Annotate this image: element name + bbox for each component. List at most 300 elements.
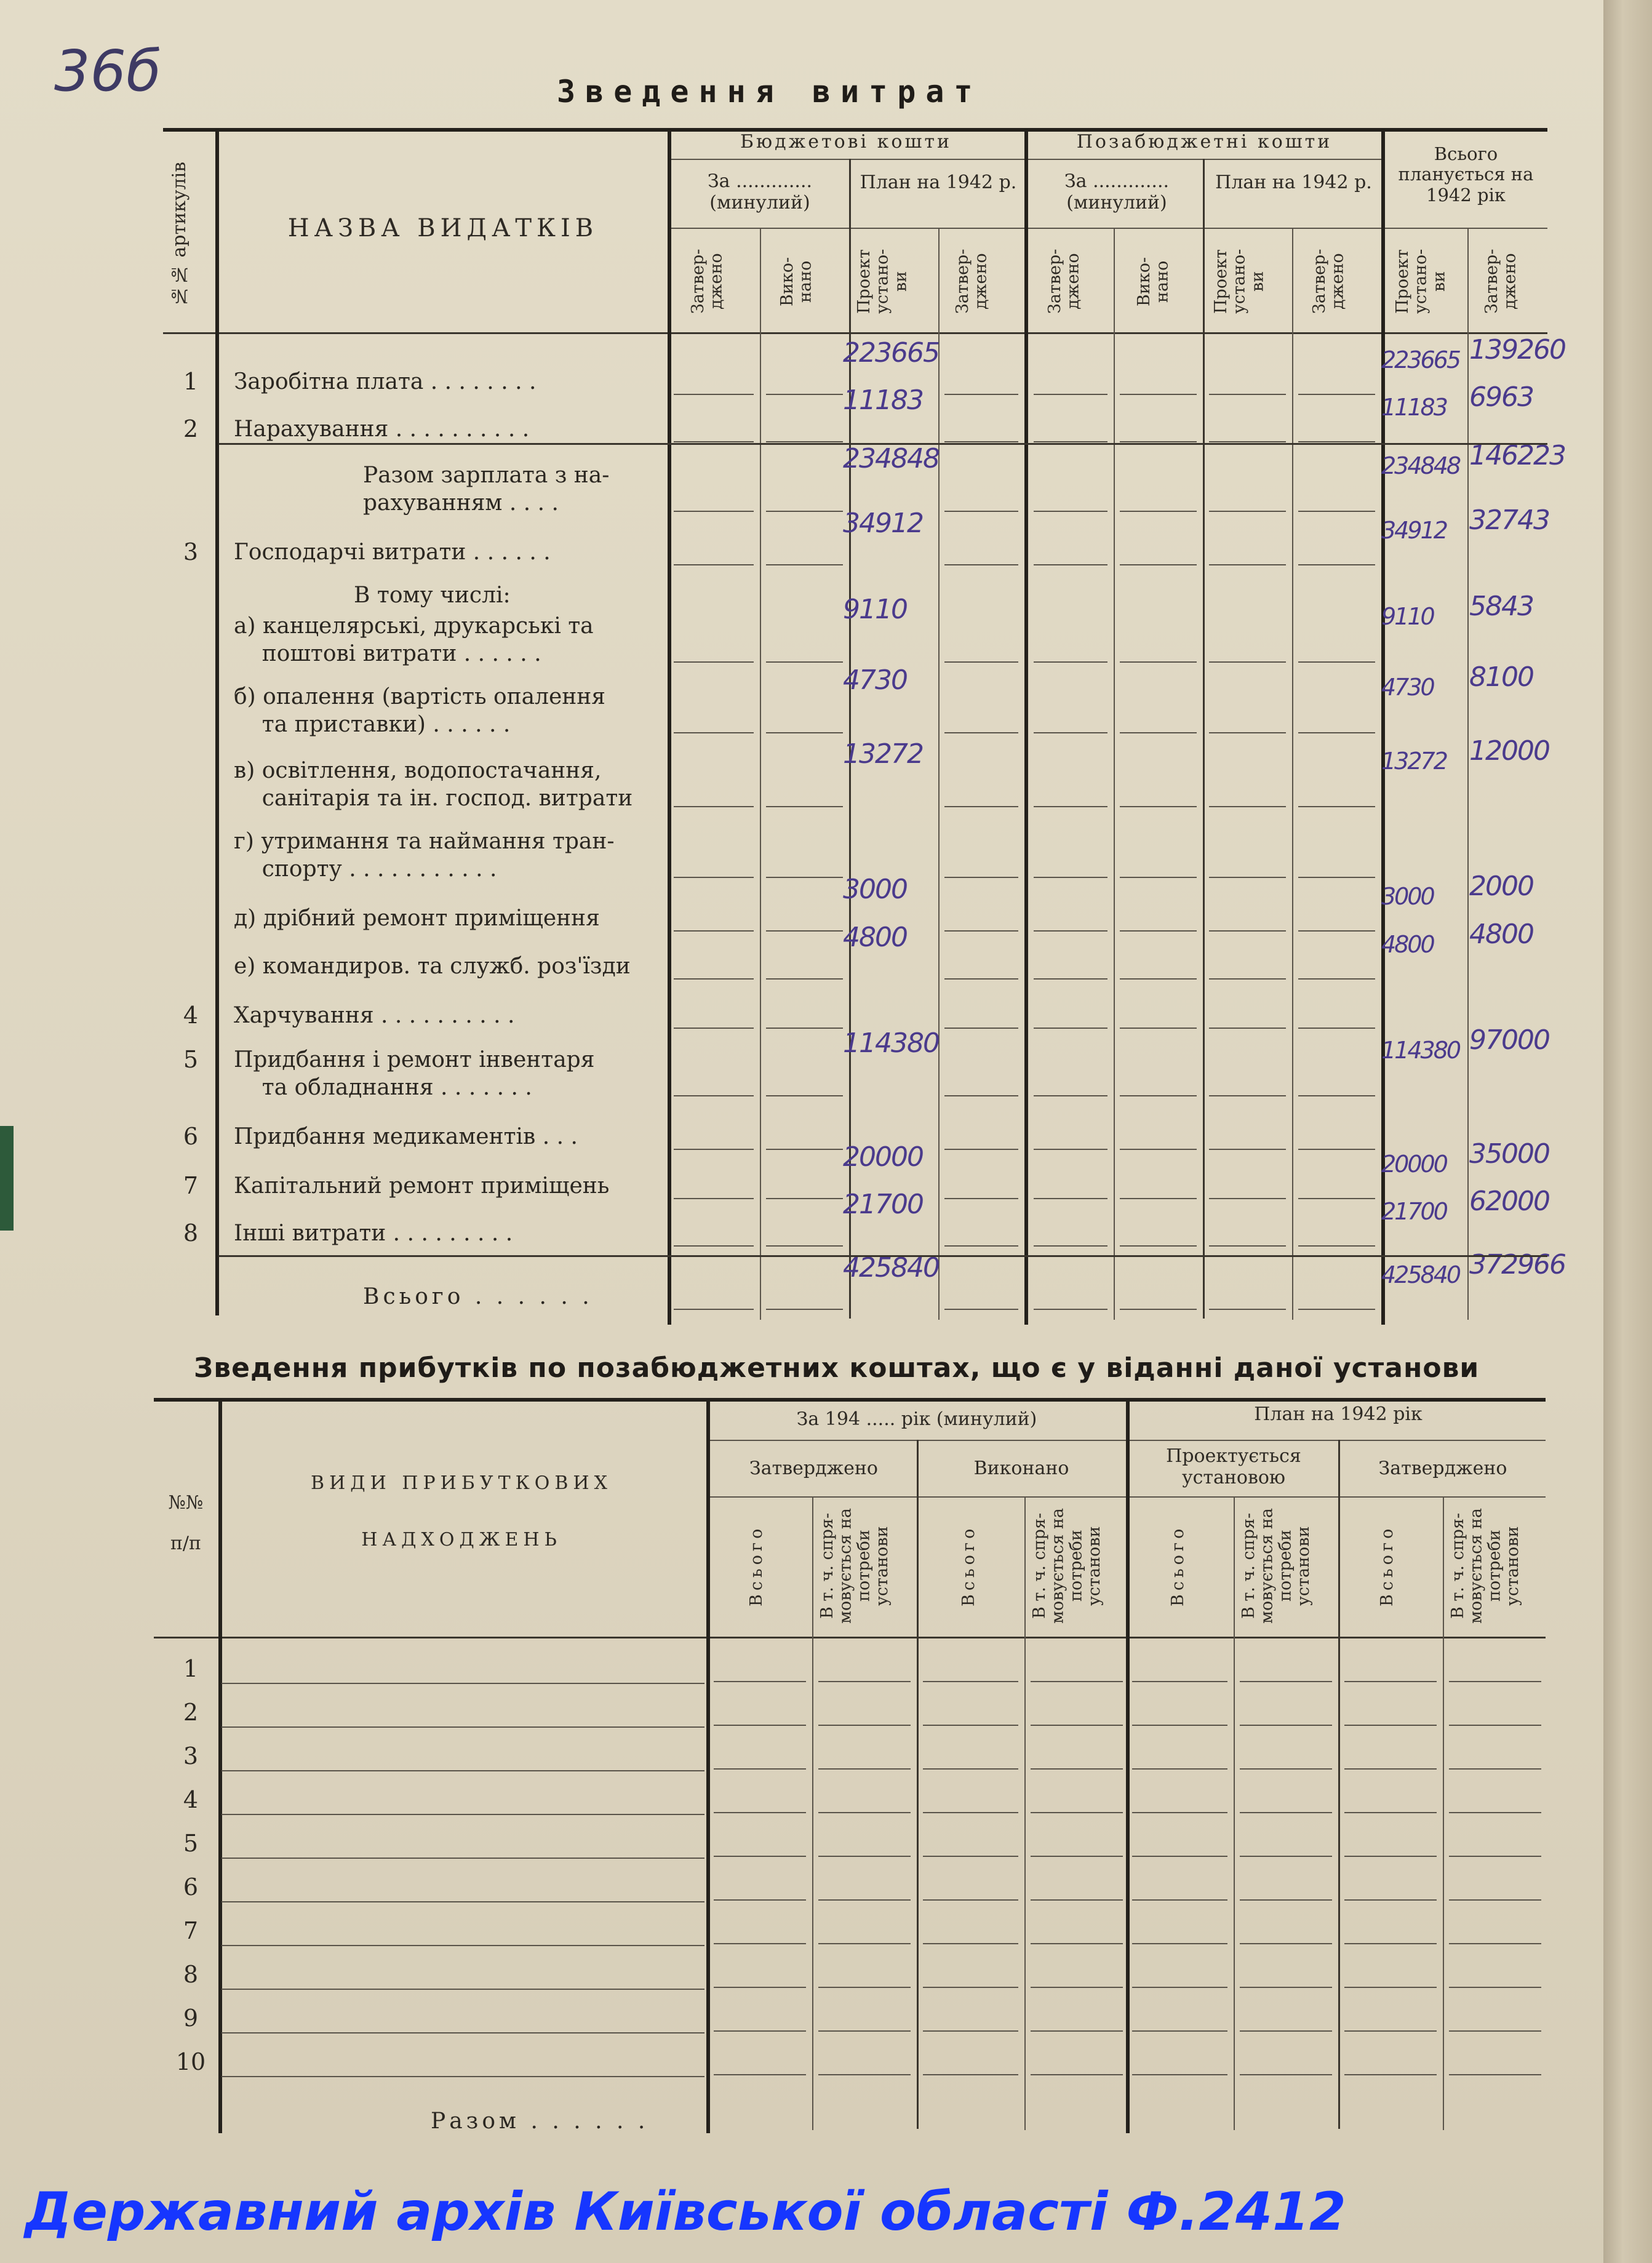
expenses-vline-total <box>1381 128 1385 1325</box>
income-cell-rule <box>1031 1812 1123 1813</box>
page-number: 36б <box>54 38 161 104</box>
income-row-number: 9 <box>183 2005 199 2032</box>
cell-rule <box>674 511 754 512</box>
expense-row-name: Придбання медикаментів . . . <box>234 1124 578 1149</box>
income-cell-rule <box>714 1725 806 1726</box>
cell-rule <box>1209 511 1286 512</box>
expense-row-name: д) дрібний ремонт приміщення <box>234 906 600 931</box>
income-vline-num <box>218 1398 222 2133</box>
cell-rule <box>1120 1309 1197 1310</box>
income-vline-1 <box>812 1496 813 2130</box>
cell-rule <box>766 511 843 512</box>
cell-rule <box>674 1245 754 1247</box>
cell-rule <box>766 394 843 395</box>
cell-rule <box>1209 1309 1286 1310</box>
expenses-header-bottom <box>163 332 1547 334</box>
cell-rule <box>1298 511 1375 512</box>
income-incl-4: В т. ч. спря- мовується на потреби установи <box>1448 1508 1523 1624</box>
cell-rule <box>766 564 843 565</box>
cell-rule <box>766 1198 843 1199</box>
cell-rule <box>1034 1149 1107 1150</box>
income-cell-rule <box>1344 1899 1437 1901</box>
budget-approved2-col: Затвер- джено <box>953 249 991 314</box>
income-cell-rule <box>1240 1681 1332 1682</box>
income-cell-rule <box>714 1812 806 1813</box>
income-cell-rule <box>1031 1681 1123 1682</box>
cell-rule <box>944 441 1018 442</box>
income-vline-4 <box>1234 1496 1235 2130</box>
cell-rule <box>674 441 754 442</box>
income-cell-rule <box>1240 1899 1332 1901</box>
income-approved2: Затверджено <box>1378 1458 1507 1479</box>
cell-rule <box>1120 732 1197 733</box>
income-vline-plan <box>1126 1398 1130 2133</box>
total-approved-col: Затвер- джено <box>1482 249 1520 314</box>
income-cell-rule <box>1344 1943 1437 1944</box>
expenses-vline-extra <box>1024 128 1028 1325</box>
income-cell-rule <box>1132 2030 1227 2032</box>
income-row-number: 10 <box>175 2048 206 2075</box>
total-approved-value: 2000 <box>1469 871 1533 902</box>
expenses-vline-b1 <box>760 228 761 1320</box>
income-row-line <box>221 1989 704 1990</box>
income-row-number: 2 <box>183 1699 199 1726</box>
cell-rule <box>1298 441 1375 442</box>
income-cell-rule <box>818 1899 911 1901</box>
budget-project-value: 13272 <box>843 738 923 770</box>
cell-rule <box>944 511 1018 512</box>
cell-rule <box>1120 1095 1197 1096</box>
income-row-line <box>221 1683 704 1684</box>
income-prev-year: За 194 ..... рік (минулий) <box>796 1408 1037 1430</box>
income-total-4: Всього <box>1378 1525 1397 1607</box>
income-cell-rule <box>1344 1768 1437 1770</box>
cell-rule <box>1034 1028 1107 1029</box>
cell-rule <box>944 564 1018 565</box>
cell-rule <box>944 930 1018 932</box>
cell-rule <box>1209 1245 1286 1247</box>
col-article-number: №№ артикулів <box>169 161 190 306</box>
cell-rule <box>1120 511 1197 512</box>
income-cell-rule <box>923 1856 1018 1857</box>
income-cell-rule <box>1449 1856 1541 1857</box>
income-cell-rule <box>1344 1812 1437 1813</box>
income-cell-rule <box>1449 2074 1541 2075</box>
cell-rule <box>1298 564 1375 565</box>
cell-rule <box>766 877 843 878</box>
cell-rule <box>1298 1149 1375 1150</box>
cell-rule <box>1120 978 1197 980</box>
income-cell-rule <box>923 1812 1018 1813</box>
income-cell-rule <box>818 2030 911 2032</box>
income-cell-rule <box>1449 1987 1541 1988</box>
total-project-value: 9110 <box>1381 603 1434 630</box>
expense-row-name: Заробітна плата . . . . . . . . <box>234 369 537 394</box>
budget-project-value: 9110 <box>843 594 907 625</box>
cell-rule <box>674 394 754 395</box>
income-row-number: 5 <box>183 1830 199 1857</box>
income-col-name-2: НАДХОДЖЕНЬ <box>361 1529 562 1551</box>
cell-rule <box>1209 1028 1286 1029</box>
income-cell-rule <box>1132 1943 1227 1944</box>
total-project-value: 34912 <box>1381 517 1446 544</box>
expense-row-number: 5 <box>183 1046 199 1073</box>
income-cell-rule <box>714 1987 806 1988</box>
expense-row-number: 7 <box>183 1172 199 1199</box>
budget-project-value: 425840 <box>843 1252 939 1283</box>
cell-rule <box>944 1028 1018 1029</box>
income-cell-rule <box>1132 1725 1227 1726</box>
cell-rule <box>1034 1198 1107 1199</box>
income-incl-3: В т. ч. спря- мовується на потреби установи <box>1239 1508 1314 1624</box>
income-incl-1: В т. ч. спря- мовується на потреби установи <box>818 1508 892 1624</box>
cell-rule <box>1209 806 1286 807</box>
income-cell-rule <box>1344 1856 1437 1857</box>
cell-rule <box>1209 394 1286 395</box>
budget-executed-col: Вико- нано <box>778 257 815 306</box>
income-row-line <box>221 1901 704 1902</box>
cell-rule <box>766 441 843 442</box>
income-cell-rule <box>1240 1725 1332 1726</box>
expense-row-number: 4 <box>183 1002 199 1029</box>
expense-row-name: в) освітлення, водопостачання, санітарія та ін. господ. витрати <box>234 758 633 811</box>
cell-rule <box>1298 1095 1375 1096</box>
expense-row-number: 3 <box>183 538 199 565</box>
cell-rule <box>1298 1245 1375 1247</box>
cell-rule <box>674 1309 754 1310</box>
cell-rule <box>1209 1095 1286 1096</box>
income-row-line <box>221 1814 704 1815</box>
cell-rule <box>1298 877 1375 878</box>
income-cell-rule <box>1449 1812 1541 1813</box>
income-col-number: №№ п/п <box>168 1492 204 1554</box>
cell-rule <box>1209 732 1286 733</box>
income-row-line <box>221 1726 704 1728</box>
cell-rule <box>1298 806 1375 807</box>
expense-row-name: Господарчі витрати . . . . . . <box>234 540 551 565</box>
expenses-vline-num <box>215 128 219 1315</box>
income-cell-rule <box>1240 2074 1332 2075</box>
cell-rule <box>1034 1095 1107 1096</box>
budget-funds-header: Бюджетові кошти <box>740 131 952 153</box>
cell-rule <box>766 978 843 980</box>
income-total-2: Всього <box>959 1525 978 1607</box>
expense-row-name: г) утримання та наймання тран- спорту . . . . . . . . . . . <box>234 829 615 882</box>
binding-mark <box>0 1126 14 1231</box>
income-cell-rule <box>1240 2030 1332 2032</box>
income-cell-rule <box>1449 1725 1541 1726</box>
cell-rule <box>674 1095 754 1096</box>
income-cell-rule <box>923 2030 1018 2032</box>
total-project-value: 425840 <box>1381 1261 1460 1288</box>
expense-row-name: Всього . . . . . . <box>363 1284 593 1309</box>
cell-rule <box>1120 1028 1197 1029</box>
income-sum-label: Разом . . . . . . <box>431 2109 649 2134</box>
income-vline-3 <box>1024 1496 1026 2130</box>
income-cell-rule <box>1344 1725 1437 1726</box>
income-approved: Затверджено <box>749 1458 878 1479</box>
budget-project-value: 4730 <box>843 665 907 696</box>
income-cell-rule <box>923 2074 1018 2075</box>
income-title: Зведення прибутків по позабюджетних коштах, що є у віданні даної установи <box>194 1352 1480 1384</box>
income-cell-rule <box>1132 2074 1227 2075</box>
cell-rule <box>674 564 754 565</box>
cell-rule <box>1034 1245 1107 1247</box>
cell-rule <box>1034 661 1107 663</box>
cell-rule <box>766 1309 843 1310</box>
cell-rule <box>944 1095 1018 1096</box>
cell-rule <box>674 930 754 932</box>
budget-project-value: 223665 <box>843 337 939 369</box>
expenses-vline-e1 <box>1114 228 1115 1320</box>
income-row-line <box>221 1945 704 1946</box>
cell-rule <box>1034 564 1107 565</box>
cell-rule <box>1298 930 1375 932</box>
cell-rule <box>674 1149 754 1150</box>
total-approved-value: 6963 <box>1469 381 1533 413</box>
income-cell-rule <box>923 1681 1018 1682</box>
income-header-bottom <box>154 1637 1546 1638</box>
income-cell-rule <box>1449 1943 1541 1944</box>
cell-rule <box>1209 441 1286 442</box>
cell-rule <box>1034 806 1107 807</box>
expenses-vline-e3 <box>1292 228 1293 1320</box>
income-cell-rule <box>714 1899 806 1901</box>
cell-rule <box>1034 877 1107 878</box>
cell-rule <box>1298 1198 1375 1199</box>
expense-row-number: 8 <box>183 1219 199 1247</box>
col-expense-name: НАЗВА ВИДАТКІВ <box>287 214 599 242</box>
income-cell-rule <box>923 1899 1018 1901</box>
cell-rule <box>1209 877 1286 878</box>
extra-approved2-col: Затвер- джено <box>1310 249 1347 314</box>
income-cell-rule <box>714 1681 806 1682</box>
cell-rule <box>674 1028 754 1029</box>
cell-rule <box>766 661 843 663</box>
cell-rule <box>944 806 1018 807</box>
total-planned-header: Всього планується на 1942 рік <box>1398 143 1534 206</box>
cell-rule <box>1209 1198 1286 1199</box>
total-project-value: 21700 <box>1381 1198 1446 1225</box>
cell-rule <box>1034 930 1107 932</box>
cell-rule <box>1298 732 1375 733</box>
cell-rule <box>1034 511 1107 512</box>
expense-row-number: 6 <box>183 1123 199 1150</box>
income-cell-rule <box>714 2030 806 2032</box>
extra-executed-col: Вико- нано <box>1135 257 1172 306</box>
grand-total-separator <box>218 1255 1547 1257</box>
income-cell-rule <box>1449 1768 1541 1770</box>
total-approved-value: 62000 <box>1469 1186 1549 1217</box>
cell-rule <box>944 661 1018 663</box>
income-cell-rule <box>1344 2030 1437 2032</box>
total-project-value: 3000 <box>1381 883 1434 910</box>
extra-plan-1942: План на 1942 р. <box>1215 172 1372 193</box>
cell-rule <box>1298 661 1375 663</box>
income-cell-rule <box>818 1768 911 1770</box>
archive-caption: Державний архів Київської області Ф.2412 <box>25 2181 1346 2243</box>
total-project-value: 4730 <box>1381 674 1434 701</box>
cell-rule <box>766 806 843 807</box>
extra-project-col: Проект устано- ви <box>1211 249 1267 314</box>
expense-row-name: В тому числі: <box>354 583 511 608</box>
total-project-col: Проект устано- ви <box>1393 249 1449 314</box>
cell-rule <box>1120 1149 1197 1150</box>
expense-row-name: Харчування . . . . . . . . . . <box>234 1003 515 1028</box>
income-cell-rule <box>1132 1812 1227 1813</box>
expense-row-name: Разом зарплата з на- рахуванням . . . . <box>363 463 610 516</box>
total-approved-value: 32743 <box>1469 505 1549 536</box>
cell-rule <box>1120 930 1197 932</box>
budget-prev-year: За ............. (минулий) <box>707 170 813 214</box>
total-approved-value: 35000 <box>1469 1138 1549 1170</box>
cell-rule <box>1034 441 1107 442</box>
cell-rule <box>674 877 754 878</box>
cell-rule <box>1209 978 1286 980</box>
cell-rule <box>1209 564 1286 565</box>
income-vline-5 <box>1338 1440 1340 2129</box>
cell-rule <box>1209 930 1286 932</box>
budget-project-value: 11183 <box>843 385 923 416</box>
total-project-value: 20000 <box>1381 1151 1446 1178</box>
total-approved-value: 97000 <box>1469 1024 1549 1056</box>
income-cell-rule <box>818 1943 911 1944</box>
budget-project-value: 114380 <box>843 1028 939 1059</box>
total-project-value: 11183 <box>1381 394 1446 421</box>
expenses-title: Зведення витрат <box>557 74 983 110</box>
income-cell-rule <box>1031 1943 1123 1944</box>
budget-project-value: 34912 <box>843 508 923 539</box>
expenses-vline-b3 <box>938 228 940 1320</box>
expense-row-name: Капітальний ремонт приміщень <box>234 1173 610 1199</box>
income-cell-rule <box>818 2074 911 2075</box>
income-cell-rule <box>818 1681 911 1682</box>
cell-rule <box>674 1198 754 1199</box>
cell-rule <box>1034 394 1107 395</box>
income-row-number: 6 <box>183 1874 199 1901</box>
income-cell-rule <box>1240 1987 1332 1988</box>
cell-rule <box>944 1198 1018 1199</box>
cell-rule <box>766 732 843 733</box>
cell-rule <box>1120 806 1197 807</box>
expense-row-number: 1 <box>183 368 199 395</box>
salary-total-separator <box>218 443 1547 445</box>
income-vline-6 <box>1443 1496 1444 2130</box>
budget-project-value: 4800 <box>843 922 907 953</box>
cell-rule <box>674 732 754 733</box>
expenses-vline-name <box>668 128 671 1325</box>
total-approved-value: 139260 <box>1469 334 1565 365</box>
expense-row-number: 2 <box>183 415 199 442</box>
budget-project-value: 21700 <box>843 1189 923 1220</box>
income-cell-rule <box>1240 1856 1332 1857</box>
income-cell-rule <box>1031 1768 1123 1770</box>
budget-project-value: 3000 <box>843 874 907 905</box>
extrabudget-funds-header: Позабюджетні кошти <box>1076 131 1333 153</box>
page-edge <box>1603 0 1652 2263</box>
extra-approved-col: Затвер- джено <box>1045 249 1083 314</box>
cell-rule <box>1120 564 1197 565</box>
income-cell-rule <box>1031 2074 1123 2075</box>
income-row-number: 1 <box>183 1655 199 1682</box>
cell-rule <box>766 1245 843 1247</box>
budget-plan-1942: План на 1942 р. <box>860 172 1017 193</box>
income-projected: Проектується установою <box>1166 1445 1301 1488</box>
expense-row-name: Нарахування . . . . . . . . . . <box>234 417 530 442</box>
total-project-value: 114380 <box>1381 1037 1460 1064</box>
income-cell-rule <box>714 1943 806 1944</box>
cell-rule <box>944 1245 1018 1247</box>
total-project-value: 234848 <box>1381 452 1460 479</box>
income-cell-rule <box>1031 1899 1123 1901</box>
cell-rule <box>1120 1198 1197 1199</box>
income-cell-rule <box>1132 1856 1227 1857</box>
extra-prev-year: За ............. (минулий) <box>1064 170 1170 214</box>
income-cell-rule <box>1344 1681 1437 1682</box>
income-cell-rule <box>714 2074 806 2075</box>
income-cell-rule <box>714 1768 806 1770</box>
income-top-line <box>154 1398 1546 1402</box>
income-cell-rule <box>1240 1768 1332 1770</box>
cell-rule <box>944 978 1018 980</box>
total-approved-value: 146223 <box>1469 440 1565 471</box>
income-cell-rule <box>1031 1987 1123 1988</box>
income-cell-rule <box>923 1987 1018 1988</box>
income-cell-rule <box>1031 1725 1123 1726</box>
income-vline-name <box>706 1398 710 2133</box>
income-cell-rule <box>1132 1768 1227 1770</box>
income-total-1: Всього <box>747 1525 766 1607</box>
income-row-line <box>221 2032 704 2034</box>
cell-rule <box>1034 1309 1107 1310</box>
cell-rule <box>944 1149 1018 1150</box>
cell-rule <box>766 930 843 932</box>
cell-rule <box>1120 441 1197 442</box>
budget-project-col: Проект устано- ви <box>855 249 911 314</box>
budget-project-value: 234848 <box>843 443 939 474</box>
income-cell-rule <box>818 1725 911 1726</box>
total-approved-value: 4800 <box>1469 919 1533 950</box>
income-row-number: 3 <box>183 1742 199 1770</box>
income-cell-rule <box>1344 2074 1437 2075</box>
income-total-3: Всього <box>1168 1525 1187 1607</box>
income-row-line <box>221 1770 704 1771</box>
cell-rule <box>1120 1245 1197 1247</box>
cell-rule <box>674 806 754 807</box>
cell-rule <box>1209 1149 1286 1150</box>
income-cell-rule <box>1449 2030 1541 2032</box>
income-row-number: 7 <box>183 1917 199 1944</box>
cell-rule <box>766 1095 843 1096</box>
income-plan-1942: План на 1942 рік <box>1254 1403 1423 1425</box>
cell-rule <box>1298 1028 1375 1029</box>
total-project-value: 4800 <box>1381 931 1434 958</box>
budget-approved-col: Затвер- джено <box>688 249 726 314</box>
income-cell-rule <box>1449 1681 1541 1682</box>
income-cell-rule <box>923 1768 1018 1770</box>
cell-rule <box>1120 661 1197 663</box>
income-cell-rule <box>1031 1856 1123 1857</box>
cell-rule <box>674 978 754 980</box>
plan-subheader-line <box>671 228 1547 229</box>
income-cell-rule <box>1132 1899 1227 1901</box>
income-row-line <box>221 1858 704 1859</box>
total-project-value: 223665 <box>1381 346 1460 373</box>
cell-rule <box>766 1028 843 1029</box>
cell-rule <box>1034 732 1107 733</box>
expenses-vline-t1 <box>1467 228 1469 1320</box>
income-cell-rule <box>1240 1812 1332 1813</box>
